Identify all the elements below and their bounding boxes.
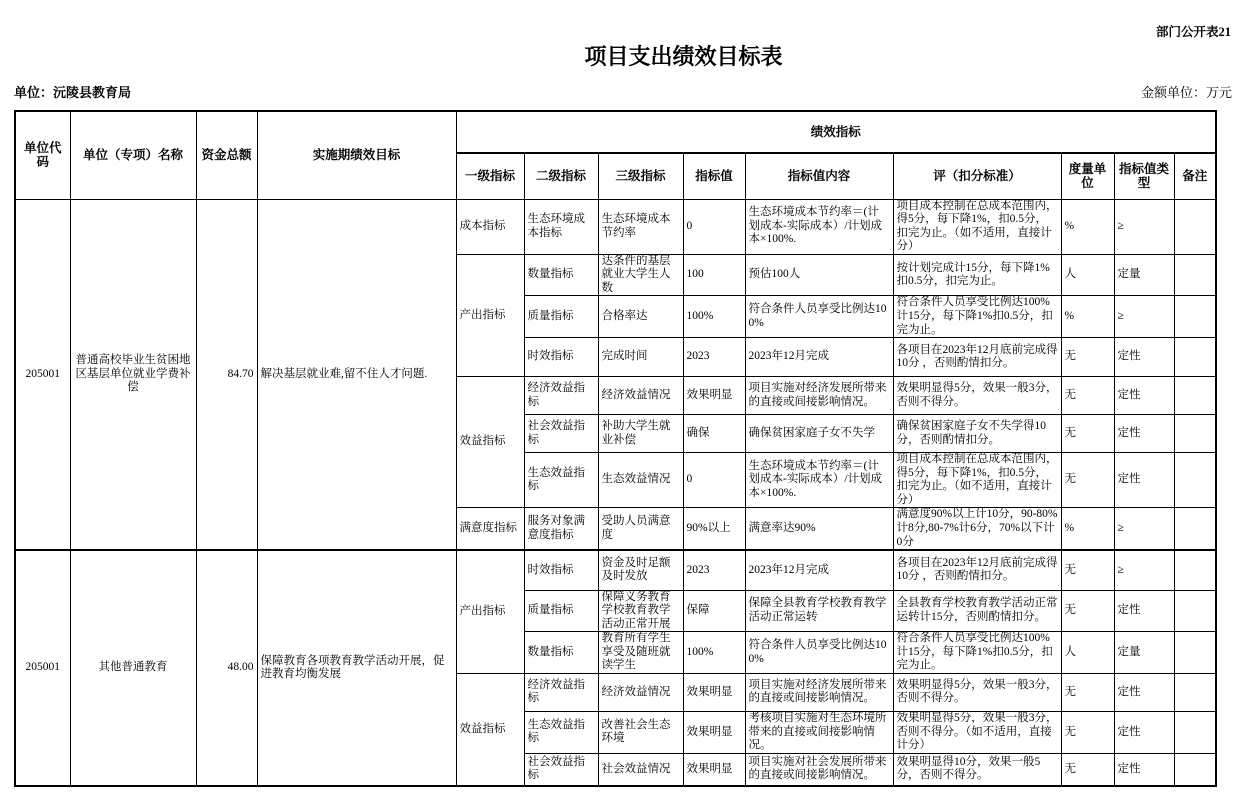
cell-value: 效果明显: [683, 673, 745, 711]
cell-remark: [1174, 453, 1216, 508]
unit-label: 单位：沅陵县教育局: [14, 85, 132, 100]
cell-scoring: 效果明显得5分，效果一般3分，否则不得分。: [893, 673, 1061, 711]
cell-measure-unit: 无: [1061, 338, 1114, 377]
cell-value-content: 2023年12月完成: [745, 338, 893, 377]
cell-level2: 社会效益指标: [524, 753, 598, 786]
cell-measure-unit: 无: [1061, 753, 1114, 786]
cell-level3: 资金及时足额及时发放: [598, 550, 683, 590]
cell-scoring: 确保贫困家庭子女不失学得10分，否则酌情扣分。: [893, 415, 1061, 453]
table-row: [15, 550, 1216, 590]
table-row: [15, 199, 1216, 254]
cell-unit-name: 其他普通教育: [70, 550, 196, 786]
col-header-value: 指标值: [683, 153, 745, 199]
cell-remark: [1174, 550, 1216, 590]
cell-impl-target: 解决基层就业难,留不住人才问题.: [257, 199, 456, 550]
cell-value-type: 定性: [1114, 338, 1174, 377]
cell-value-type: 定性: [1114, 377, 1174, 415]
cell-value-content: 符合条件人员享受比例达100%: [745, 296, 893, 338]
cell-level3: 合格率达: [598, 296, 683, 338]
cell-scoring: 项目成本控制在总成本范围内，得5分，每下降1%，扣0.5分，扣完为止。（如不适用，直接计分）: [893, 453, 1061, 508]
amount-unit-label: 金额单位：万元: [1140, 85, 1232, 100]
header-row-1: [15, 111, 1216, 153]
cell-unit-code: 205001: [15, 199, 70, 550]
cell-level2: 经济效益指标: [524, 673, 598, 711]
cell-value-type: ≥: [1114, 508, 1174, 550]
cell-value: 2023: [683, 338, 745, 377]
cell-remark: [1174, 199, 1216, 254]
cell-level1: 满意度指标: [456, 508, 524, 550]
cell-value-content: 项目实施对社会发展所带来的直接或间接影响情况。: [745, 753, 893, 786]
cell-level2: 经济效益指标: [524, 377, 598, 415]
cell-value-content: 项目实施对经济发展所带来的直接或间接影响情况。: [745, 377, 893, 415]
form-number-label: 部门公开表21: [1155, 25, 1231, 39]
col-header-value-type: 指标值类型: [1114, 153, 1174, 199]
cell-measure-unit: %: [1061, 296, 1114, 338]
cell-scoring: 各项目在2023年12月底前完成得10分 ，否则酌情扣分。: [893, 550, 1061, 590]
cell-value-content: 2023年12月完成: [745, 550, 893, 590]
cell-measure-unit: 无: [1061, 711, 1114, 753]
cell-value-content: 生态环境成本节约率＝(计划成本-实际成本）/计划成本×100%.: [745, 453, 893, 508]
cell-measure-unit: 无: [1061, 453, 1114, 508]
cell-value-type: 定性: [1114, 590, 1174, 632]
cell-remark: [1174, 711, 1216, 753]
cell-level3: 达条件的基层就业大学生人数: [598, 254, 683, 296]
cell-remark: [1174, 632, 1216, 674]
cell-impl-target: 保障教育各项教育教学活动开展，促进教育均衡发展: [257, 550, 456, 786]
cell-measure-unit: 无: [1061, 377, 1114, 415]
cell-value-content: 预估100人: [745, 254, 893, 296]
performance-target-table: [14, 110, 1217, 787]
cell-level3: 改善社会生态环境: [598, 711, 683, 753]
col-header-remark: 备注: [1174, 153, 1216, 199]
cell-remark: [1174, 673, 1216, 711]
cell-value-type: 定量: [1114, 632, 1174, 674]
cell-level3: 经济效益情况: [598, 377, 683, 415]
cell-value-content: 满意率达90%: [745, 508, 893, 550]
cell-level3: 生态效益情况: [598, 453, 683, 508]
cell-value-content: 考核项目实施对生态环境所带来的直接或间接影响情况。: [745, 711, 893, 753]
cell-level2: 生态效益指标: [524, 711, 598, 753]
cell-level1: 成本指标: [456, 199, 524, 254]
cell-measure-unit: 无: [1061, 673, 1114, 711]
cell-level2: 生态环境成本指标: [524, 199, 598, 254]
cell-scoring: 符合条件人员享受比例达100%计15分，每下降1%扣0.5分，扣完为止。: [893, 632, 1061, 674]
col-header-impl-target: 实施期绩效目标: [257, 111, 456, 199]
cell-value: 2023: [683, 550, 745, 590]
cell-total-funds: 84.70: [196, 199, 257, 550]
col-header-measure-unit: 度量单位: [1061, 153, 1114, 199]
cell-level3: 补助大学生就业补偿: [598, 415, 683, 453]
cell-value: 0: [683, 453, 745, 508]
cell-value-content: 确保贫困家庭子女不失学: [745, 415, 893, 453]
cell-remark: [1174, 753, 1216, 786]
cell-level3: 受助人员满意度: [598, 508, 683, 550]
col-header-scoring: 评（扣分标准）: [893, 153, 1061, 199]
cell-remark: [1174, 377, 1216, 415]
cell-value: 效果明显: [683, 377, 745, 415]
cell-measure-unit: %: [1061, 508, 1114, 550]
cell-level2: 质量指标: [524, 590, 598, 632]
cell-level1: 效益指标: [456, 377, 524, 508]
cell-level3: 生态环境成本节约率: [598, 199, 683, 254]
cell-value-content: 保障全县教育学校教育教学活动正常运转: [745, 590, 893, 632]
cell-unit-code: 205001: [15, 550, 70, 786]
cell-level2: 服务对象满意度指标: [524, 508, 598, 550]
col-header-level1: 一级指标: [456, 153, 524, 199]
cell-value-type: 定性: [1114, 415, 1174, 453]
cell-value: 效果明显: [683, 711, 745, 753]
cell-remark: [1174, 254, 1216, 296]
cell-level1: 效益指标: [456, 673, 524, 786]
col-header-total-funds: 资金总额: [196, 111, 257, 199]
cell-unit-name: 普通高校毕业生贫困地区基层单位就业学费补偿: [70, 199, 196, 550]
cell-level2: 数量指标: [524, 632, 598, 674]
cell-level2: 时效指标: [524, 338, 598, 377]
cell-remark: [1174, 296, 1216, 338]
cell-level2: 时效指标: [524, 550, 598, 590]
cell-scoring: 按计划完成计15分，每下降1%扣0.5分，扣完为止。: [893, 254, 1061, 296]
cell-level3: 完成时间: [598, 338, 683, 377]
cell-value-type: ≥: [1114, 550, 1174, 590]
cell-level2: 数量指标: [524, 254, 598, 296]
cell-value-type: 定性: [1114, 673, 1174, 711]
cell-value-type: ≥: [1114, 199, 1174, 254]
cell-scoring: 符合条件人员享受比例达100%计15分，每下降1%扣0.5分，扣完为止。: [893, 296, 1061, 338]
cell-scoring: 效果明显得5分，效果一般3分，否则不得分。: [893, 377, 1061, 415]
cell-measure-unit: 无: [1061, 550, 1114, 590]
cell-remark: [1174, 508, 1216, 550]
cell-level2: 生态效益指标: [524, 453, 598, 508]
cell-value-type: 定性: [1114, 711, 1174, 753]
cell-remark: [1174, 590, 1216, 632]
cell-value: 90%以上: [683, 508, 745, 550]
cell-scoring: 项目成本控制在总成本范围内，得5分，每下降1%，扣0.5分，扣完为止。（如不适用，直接计分）: [893, 199, 1061, 254]
cell-measure-unit: %: [1061, 199, 1114, 254]
cell-level3: 经济效益情况: [598, 673, 683, 711]
cell-value: 效果明显: [683, 753, 745, 786]
cell-measure-unit: 人: [1061, 632, 1114, 674]
page-title: 项目支出绩效目标表: [584, 44, 783, 69]
cell-value-type: 定性: [1114, 753, 1174, 786]
col-header-level3: 三级指标: [598, 153, 683, 199]
cell-value: 确保: [683, 415, 745, 453]
cell-measure-unit: 无: [1061, 415, 1114, 453]
cell-scoring: 全县教育学校教育教学活动正常运转计15分，否则酌情扣分。: [893, 590, 1061, 632]
cell-level2: 社会效益指标: [524, 415, 598, 453]
cell-remark: [1174, 415, 1216, 453]
cell-value: 100: [683, 254, 745, 296]
cell-level2: 质量指标: [524, 296, 598, 338]
cell-level3: 保障义务教育学校教育教学活动正常开展: [598, 590, 683, 632]
cell-value: 0: [683, 199, 745, 254]
cell-value-type: 定性: [1114, 453, 1174, 508]
cell-scoring: 满意度90%以上计10分，90-80%计8分,80-7%计6分，70%以下计0分: [893, 508, 1061, 550]
cell-value-content: 符合条件人员享受比例达100%: [745, 632, 893, 674]
cell-total-funds: 48.00: [196, 550, 257, 786]
cell-value-type: ≥: [1114, 296, 1174, 338]
meta-row: [14, 82, 1232, 101]
cell-value-content: 生态环境成本节约率＝(计划成本-实际成本）/计划成本×100%.: [745, 199, 893, 254]
cell-measure-unit: 无: [1061, 590, 1114, 632]
cell-remark: [1174, 338, 1216, 377]
cell-measure-unit: 人: [1061, 254, 1114, 296]
col-header-performance-span: 绩效指标: [456, 111, 1216, 153]
col-header-unit-name: 单位（专项）名称: [70, 111, 196, 199]
cell-scoring: 效果明显得10分，效果一般5分，否则不得分。: [893, 753, 1061, 786]
cell-scoring: 各项目在2023年12月底前完成得10分 ，否则酌情扣分。: [893, 338, 1061, 377]
cell-level3: 教育所有学生享受及随班就读学生: [598, 632, 683, 674]
col-header-level2: 二级指标: [524, 153, 598, 199]
cell-level1: 产出指标: [456, 254, 524, 376]
cell-value: 100%: [683, 632, 745, 674]
col-header-value-content: 指标值内容: [745, 153, 893, 199]
cell-value-type: 定量: [1114, 254, 1174, 296]
cell-scoring: 效果明显得5分，效果一般3分，否则不得分。（如不适用，直接计分）: [893, 711, 1061, 753]
cell-value-content: 项目实施对经济发展所带来的直接或间接影响情况。: [745, 673, 893, 711]
cell-value: 100%: [683, 296, 745, 338]
cell-level3: 社会效益情况: [598, 753, 683, 786]
col-header-unit-code: 单位代码: [15, 111, 70, 199]
cell-value: 保障: [683, 590, 745, 632]
cell-level1: 产出指标: [456, 550, 524, 673]
